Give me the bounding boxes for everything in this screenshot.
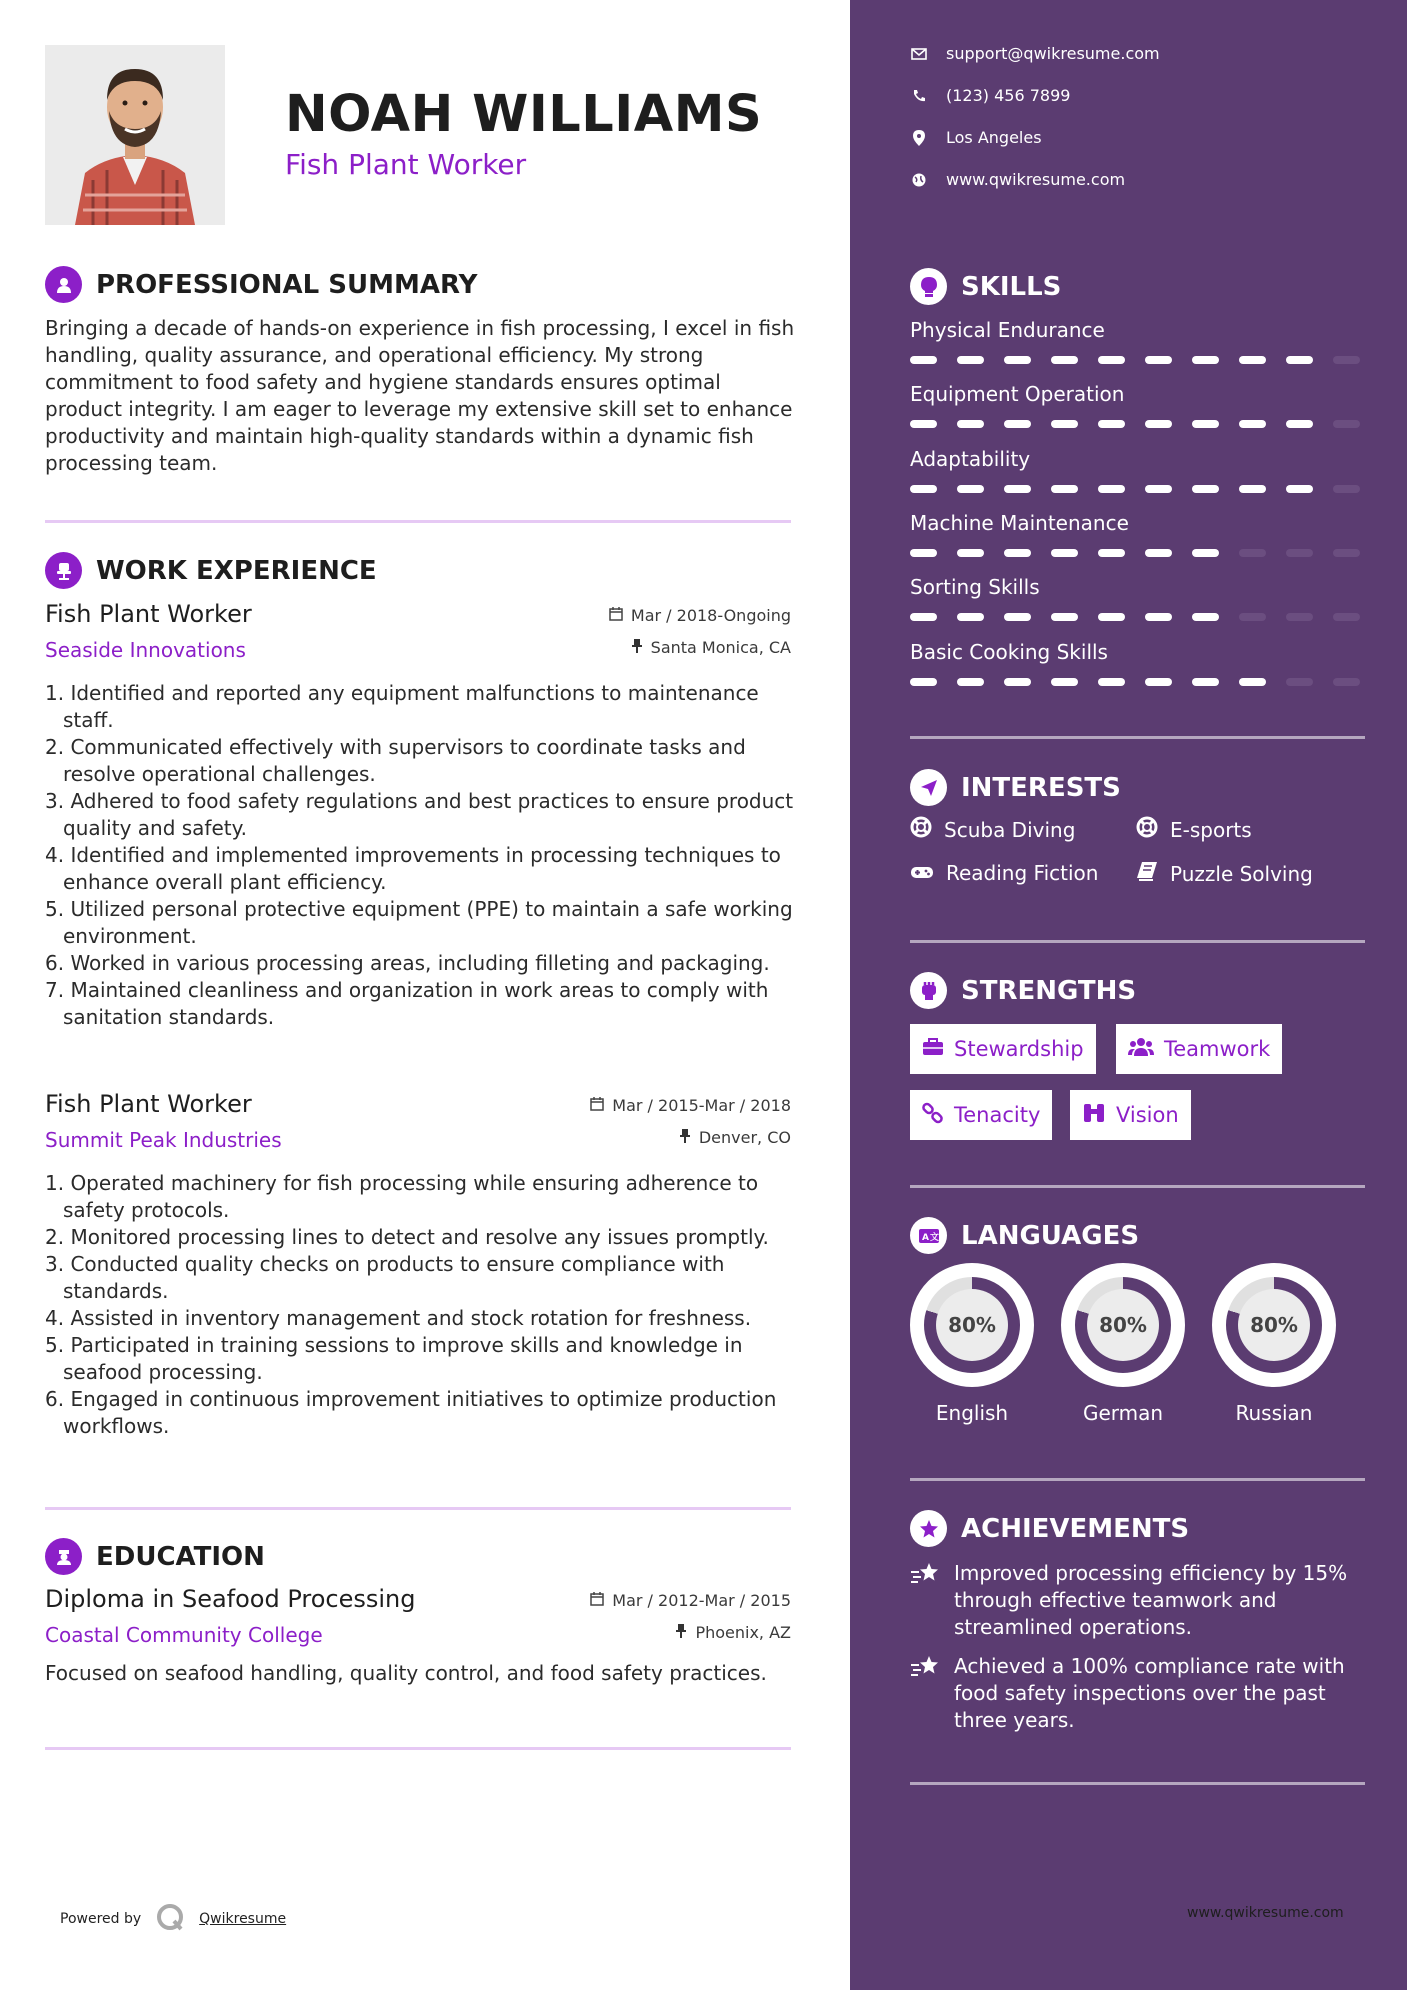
skill-level-segment [910, 356, 937, 364]
list-item: 5. Utilized personal protective equipment (PPE) to maintain a safe working environment. [45, 897, 793, 948]
qwikresume-link[interactable]: Qwikresume [199, 1911, 287, 1927]
fist-icon [910, 972, 947, 1009]
skill-label: Equipment Operation [910, 382, 1125, 406]
language-icon [910, 1217, 947, 1254]
achievements-heading: ACHIEVEMENTS [961, 1513, 1190, 1544]
job-title: Fish Plant Worker [45, 600, 252, 628]
pin-icon [631, 638, 643, 657]
strength-badge [910, 1024, 1096, 1074]
skill-level-segment [1004, 549, 1031, 557]
list-item: 2. Monitored processing lines to detect and resolve any issues promptly. [45, 1225, 769, 1249]
profile-photo [45, 45, 225, 225]
education-location-text: Phoenix, AZ [695, 1623, 791, 1642]
language-name: English [935, 1401, 1009, 1425]
achievement-item [910, 1560, 1365, 1641]
strength-label: Teamwork [1164, 1037, 1271, 1061]
skill-item [910, 382, 1365, 428]
skill-level-segment [1333, 420, 1360, 428]
skill-level-segment [1004, 420, 1031, 428]
divider [45, 1507, 791, 1510]
skill-level-segment [957, 420, 984, 428]
divider [910, 1478, 1365, 1481]
education-date [590, 1591, 791, 1610]
skill-level-segment [1145, 549, 1172, 557]
divider [910, 940, 1365, 943]
skill-label: Sorting Skills [910, 575, 1040, 599]
skill-level-segment [1286, 485, 1313, 493]
interest-item [1136, 816, 1252, 843]
phone-icon [910, 89, 928, 103]
skill-level-segment [1192, 549, 1219, 557]
skill-level-segment [1333, 678, 1360, 686]
contact-website-text[interactable]: www.qwikresume.com [946, 170, 1126, 189]
education-heading: EDUCATION [96, 1541, 265, 1572]
skill-label: Physical Endurance [910, 318, 1105, 342]
job-date-text: Mar / 2015-Mar / 2018 [612, 1096, 791, 1115]
calendar-icon [609, 606, 623, 625]
skill-level-segment [1239, 678, 1266, 686]
contact-location-text: Los Angeles [946, 128, 1042, 147]
book-icon [1136, 861, 1158, 886]
skill-level-segment [1051, 485, 1078, 493]
skill-level-segment [1192, 356, 1219, 364]
job-date [590, 1096, 791, 1115]
skill-level-segment [1239, 356, 1266, 364]
skill-level-segment [1051, 678, 1078, 686]
interests-header [910, 769, 1121, 806]
pin-icon [675, 1623, 687, 1642]
list-item: 6. Worked in various processing areas, including filleting and packaging. [45, 951, 770, 975]
globe-icon [910, 173, 928, 187]
skill-level-bar [910, 485, 1365, 493]
contact-email-text[interactable]: support@qwikresume.com [946, 44, 1160, 63]
skill-level-segment [1098, 678, 1125, 686]
skill-level-segment [1145, 420, 1172, 428]
language-progress-ring [1212, 1263, 1336, 1387]
summary-heading: PROFESSIONAL SUMMARY [96, 269, 478, 300]
skill-level-segment [1286, 678, 1313, 686]
list-item: 5. Participated in training sessions to improve skills and knowledge in seafood processing. [45, 1333, 743, 1384]
interest-label: E-sports [1170, 817, 1252, 842]
skill-item [910, 447, 1365, 493]
skill-level-bar [910, 678, 1365, 686]
skill-level-segment [1239, 549, 1266, 557]
job-location [631, 638, 791, 657]
education-header [45, 1538, 265, 1575]
achievements-header [910, 1510, 1189, 1547]
qwikresume-logo-icon [155, 1902, 185, 1936]
graduate-icon [45, 1538, 82, 1575]
divider [910, 736, 1365, 739]
experience-header [45, 552, 377, 589]
skill-level-segment [1098, 549, 1125, 557]
interest-label: Scuba Diving [944, 817, 1076, 842]
job-company: Seaside Innovations [45, 638, 246, 662]
list-item: 1. Identified and reported any equipment malfunctions to maintenance staff. [45, 681, 759, 732]
life-ring-icon [910, 816, 932, 843]
skill-level-bar [910, 420, 1365, 428]
candidate-title: Fish Plant Worker [285, 148, 527, 181]
skill-level-segment [1098, 356, 1125, 364]
interest-item [910, 816, 1075, 843]
skill-level-segment [1286, 549, 1313, 557]
job-entry [45, 600, 794, 1060]
language-item [1212, 1263, 1336, 1425]
contact-website [910, 170, 1125, 189]
interest-item [1136, 861, 1313, 886]
skill-level-segment [1192, 420, 1219, 428]
job-bullets [45, 1170, 795, 1440]
language-progress-ring [1061, 1263, 1185, 1387]
paper-plane-icon [910, 769, 947, 806]
skill-level-segment [1098, 420, 1125, 428]
skill-item [910, 575, 1365, 621]
binoculars-icon [1082, 1103, 1106, 1128]
skill-level-segment [1192, 485, 1219, 493]
contact-phone-text: (123) 456 7899 [946, 86, 1071, 105]
strength-badge [1070, 1090, 1191, 1140]
skill-level-segment [1145, 613, 1172, 621]
life-ring-icon [1136, 816, 1158, 843]
job-date [609, 606, 791, 625]
skill-level-segment [1286, 613, 1313, 621]
summary-header [45, 266, 477, 303]
skill-level-segment [1051, 613, 1078, 621]
strengths-header [910, 972, 1136, 1009]
job-location [679, 1128, 791, 1147]
shooting-star-icon [910, 1653, 942, 1734]
divider [45, 520, 791, 523]
skill-level-segment [1333, 485, 1360, 493]
skill-level-segment [1145, 678, 1172, 686]
job-title: Fish Plant Worker [45, 1090, 252, 1118]
education-description: Focused on seafood handling, quality control, and food safety practices. [45, 1661, 767, 1685]
pin-icon [679, 1128, 691, 1147]
skill-level-segment [1051, 420, 1078, 428]
star-badge-icon [910, 1510, 947, 1547]
education-date-text: Mar / 2012-Mar / 2015 [612, 1591, 791, 1610]
divider [910, 1782, 1365, 1785]
contact-location [910, 128, 1042, 147]
list-item: 1. Operated machinery for fish processing while ensuring adherence to safety protocols. [45, 1171, 759, 1222]
skill-level-segment [1051, 549, 1078, 557]
list-item: 7. Maintained cleanliness and organization in work areas to comply with sanitation standards. [45, 978, 769, 1029]
skill-level-segment [910, 678, 937, 686]
degree-title: Diploma in Seafood Processing [45, 1585, 416, 1613]
job-location-text: Santa Monica, CA [650, 638, 791, 657]
job-entry [45, 1090, 791, 1510]
link-icon [922, 1102, 944, 1129]
skill-level-segment [1004, 613, 1031, 621]
skill-level-segment [1004, 356, 1031, 364]
job-location-text: Denver, CO [698, 1128, 791, 1147]
map-marker-icon [910, 130, 928, 146]
job-bullets [45, 680, 795, 1031]
language-name: Russian [1235, 1401, 1313, 1425]
language-progress-ring [910, 1263, 1034, 1387]
skill-level-segment [957, 356, 984, 364]
skill-label: Adaptability [910, 447, 1031, 471]
skill-level-segment [910, 613, 937, 621]
summary-text: Bringing a decade of hands-on experience in fish processing, I excel in fish handling, quality assurance, and operational efficiency. My strong commitment to food safety and hygiene standards ensures optimal product integrity. I am eager to leverage my extensive skill set to enhance productivity and maintain high-quality standards within a dynamic fish processing team. [45, 316, 795, 475]
list-item: 3. Conducted quality checks on products to ensure compliance with standards. [45, 1252, 725, 1303]
strength-badge [1116, 1024, 1282, 1074]
lightbulb-icon [910, 268, 947, 305]
skill-level-segment [1145, 356, 1172, 364]
skill-level-segment [1239, 485, 1266, 493]
contact-phone [910, 86, 1070, 105]
skill-level-segment [1239, 613, 1266, 621]
achievement-text: Achieved a 100% compliance rate with food safety inspections over the past three years. [954, 1654, 1345, 1732]
achievement-item [910, 1653, 1365, 1734]
strength-label: Stewardship [954, 1037, 1084, 1061]
skill-level-segment [1333, 613, 1360, 621]
skill-item [910, 640, 1365, 686]
skill-item [910, 511, 1365, 557]
list-item: 2. Communicated effectively with supervisors to coordinate tasks and resolve operational challenges. [45, 735, 746, 786]
skill-level-segment [957, 613, 984, 621]
skill-level-segment [1333, 356, 1360, 364]
skill-level-bar [910, 356, 1365, 364]
skill-level-bar [910, 549, 1365, 557]
envelope-icon [910, 48, 928, 60]
languages-heading: LANGUAGES [961, 1220, 1140, 1251]
powered-by-label: Powered by [60, 1911, 142, 1927]
skill-level-bar [910, 613, 1365, 621]
skill-level-segment [957, 549, 984, 557]
skill-level-segment [1192, 678, 1219, 686]
skill-level-segment [1004, 485, 1031, 493]
job-date-text: Mar / 2018-Ongoing [630, 606, 791, 625]
user-circle-icon [45, 266, 82, 303]
svg-text:A: A [921, 1232, 929, 1243]
candidate-name: NOAH WILLIAMS [285, 85, 763, 144]
education-location [675, 1623, 791, 1642]
skills-heading: SKILLS [961, 271, 1062, 302]
strengths-heading: STRENGTHS [961, 975, 1137, 1006]
skill-level-segment [1286, 356, 1313, 364]
skill-level-segment [1192, 613, 1219, 621]
office-chair-icon [45, 552, 82, 589]
skill-level-segment [1333, 549, 1360, 557]
language-item [910, 1263, 1034, 1425]
interests-heading: INTERESTS [961, 772, 1121, 803]
calendar-icon [590, 1096, 604, 1115]
language-percent: 80% [936, 1289, 1008, 1361]
language-percent: 80% [1238, 1289, 1310, 1361]
languages-header [910, 1217, 1139, 1254]
education-entry [45, 1585, 791, 1705]
contact-email [910, 44, 1160, 63]
list-item: 4. Assisted in inventory management and stock rotation for freshness. [45, 1306, 752, 1330]
skill-label: Basic Cooking Skills [910, 640, 1108, 664]
skill-level-segment [910, 420, 937, 428]
skill-level-segment [957, 485, 984, 493]
list-item: 6. Engaged in continuous improvement initiatives to optimize production workflows. [45, 1387, 777, 1438]
skill-level-segment [1098, 485, 1125, 493]
calendar-icon [590, 1591, 604, 1610]
svg-text:文: 文 [929, 1232, 939, 1243]
skill-label: Machine Maintenance [910, 511, 1129, 535]
language-percent: 80% [1087, 1289, 1159, 1361]
interest-label: Reading Fiction [946, 861, 1099, 885]
skill-level-segment [1004, 678, 1031, 686]
skill-level-segment [1286, 420, 1313, 428]
list-item: 3. Adhered to food safety regulations and best practices to ensure product quality and safety. [45, 789, 794, 840]
language-name: German [1082, 1401, 1164, 1425]
interest-item [910, 861, 1098, 885]
powered-by [60, 1902, 286, 1936]
skill-item [910, 318, 1365, 364]
list-item: 4. Identified and implemented improvements in processing techniques to enhance overall plant efficiency. [45, 843, 781, 894]
skill-level-segment [1239, 420, 1266, 428]
skill-level-segment [1098, 613, 1125, 621]
users-icon [1128, 1037, 1154, 1062]
strength-label: Vision [1116, 1103, 1179, 1127]
job-company: Summit Peak Industries [45, 1128, 282, 1152]
divider [45, 1747, 791, 1750]
skills-header [910, 268, 1061, 305]
skill-level-segment [1051, 356, 1078, 364]
achievement-text: Improved processing efficiency by 15% through effective teamwork and streamlined operations. [954, 1561, 1348, 1639]
briefcase-icon [922, 1037, 944, 1061]
shooting-star-icon [910, 1560, 942, 1641]
gamepad-icon [910, 861, 934, 885]
skill-level-segment [910, 485, 937, 493]
skill-level-segment [910, 549, 937, 557]
school-name: Coastal Community College [45, 1623, 323, 1647]
strength-badge [910, 1090, 1052, 1140]
divider [910, 1185, 1365, 1188]
skill-level-segment [1145, 485, 1172, 493]
interest-label: Puzzle Solving [1170, 861, 1313, 886]
strength-label: Tenacity [954, 1103, 1041, 1127]
experience-heading: WORK EXPERIENCE [96, 555, 377, 586]
footer-website-link[interactable]: www.qwikresume.com [1187, 1905, 1344, 1921]
language-item [1061, 1263, 1185, 1425]
skill-level-segment [957, 678, 984, 686]
